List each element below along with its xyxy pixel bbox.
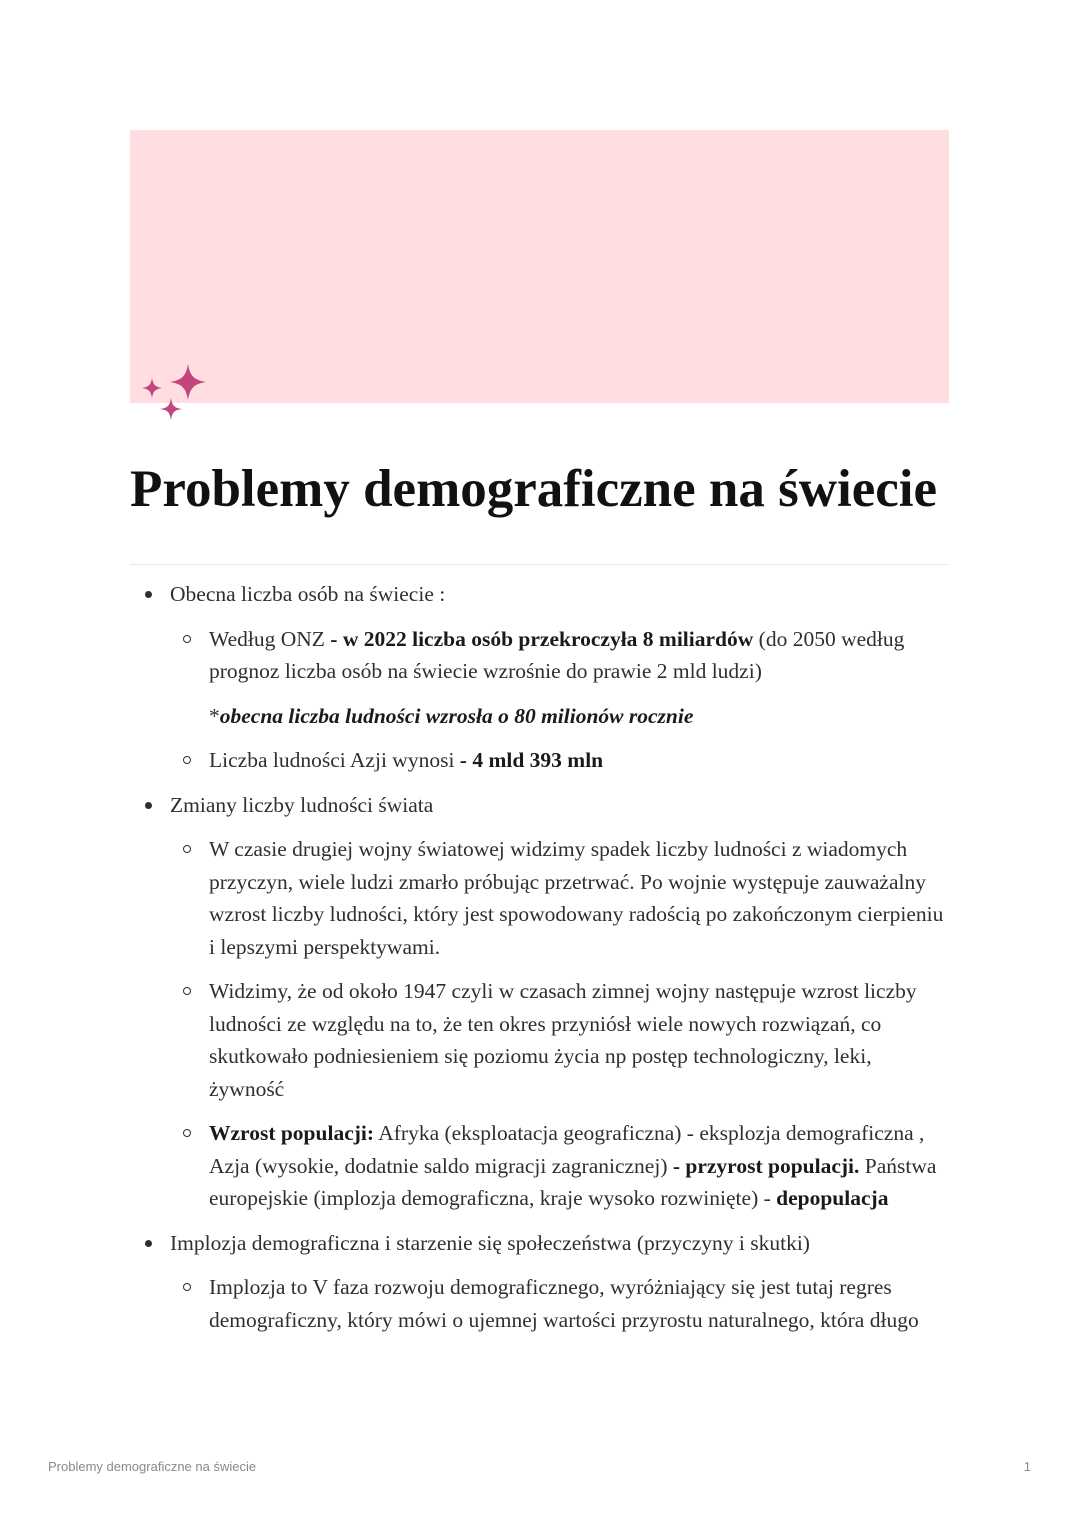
bullet-circle-icon <box>183 1283 191 1291</box>
bold-text: depopulacja <box>776 1186 889 1210</box>
subitem <box>130 623 949 688</box>
subitem <box>130 1271 949 1336</box>
text-run: Państwa europejskie (implozja demograficzna, kraje wysoko rozwinięte) - <box>209 1153 937 1210</box>
section-label: Zmiany liczby ludności świata <box>170 792 434 817</box>
section-item <box>130 1227 949 1260</box>
note-line <box>130 700 949 733</box>
bold-text: - 4 mld 393 mln <box>459 748 604 772</box>
sparkles-icon <box>138 362 210 426</box>
text-run: (do 2050 według prognoz liczba osób na świecie wzrośnie do prawie 2 mld ludzi) <box>209 626 905 683</box>
subitem <box>130 833 949 963</box>
subitem <box>130 975 949 1105</box>
bold-text: obecna liczba ludności wzrosła o 80 milionów rocznie <box>219 703 694 728</box>
bold-text: - w 2022 liczba osób przekroczyła 8 miliardów <box>330 626 754 651</box>
cover-banner <box>130 130 949 403</box>
bullet-disc-icon <box>145 1240 152 1247</box>
document-body <box>130 578 949 1348</box>
section-item <box>130 789 949 822</box>
bold-text: Wzrost populacji: <box>209 1121 375 1145</box>
sparkle-small-bottom <box>160 398 182 420</box>
text-run: W czasie drugiej wojny światowej widzimy spadek liczby ludności z wiadomych przyczyn, wiele ludzi zmarło próbując przetrwać. Po wojnie występuje zauważalny wzrost liczby ludności, który jest spowodowany radością po zakończonym cierpieniu i lepszymi perspektywami. <box>209 837 944 959</box>
section-label: Obecna liczba osób na świecie : <box>170 582 446 606</box>
footer-page-number: 1 <box>1023 1459 1031 1474</box>
subitem <box>130 744 949 777</box>
text-run: Widzimy, że od około 1947 czyli w czasach zimnej wojny następuje wzrost liczby ludności ze względu na to, że ten okres przyniósł wiele nowych rozwiązań, co skutkowało podniesieniem się poziomu życia np postęp technologiczny, leki, żywność <box>209 979 917 1101</box>
text-run: Liczba ludności Azji wynosi <box>209 748 460 772</box>
bullet-circle-icon <box>183 987 191 995</box>
bullet-circle-icon <box>183 635 191 643</box>
footer-doc-title: Problemy demograficzne na świecie <box>48 1459 257 1474</box>
title-divider <box>130 564 949 565</box>
sparkle-small-left <box>142 378 162 398</box>
section-item <box>130 578 949 611</box>
subitem <box>130 1117 949 1215</box>
bullet-circle-icon <box>183 1129 191 1137</box>
bullet-circle-icon <box>183 845 191 853</box>
text-run: * <box>209 703 220 728</box>
sparkle-large <box>170 364 206 400</box>
text-run: Według ONZ <box>209 626 331 651</box>
bold-text: - przyrost populacji. <box>672 1153 860 1178</box>
bullet-disc-icon <box>145 802 152 809</box>
text-run: Afryka (eksploatacja geograficzna) - eksplozja demograficzna , Azja (wysokie, dodatnie saldo migracji zagranicznej) <box>209 1121 925 1178</box>
text-run: Implozja to V faza rozwoju demograficznego, wyróżniający się jest tutaj regres demograficzny, który mówi o ujemnej wartości przyrostu naturalnego, która długo <box>209 1275 919 1332</box>
bullet-disc-icon <box>145 591 152 598</box>
section-label: Implozja demograficzna i starzenie się społeczeństwa (przyczyny i skutki) <box>170 1230 810 1255</box>
bullet-circle-icon <box>183 756 191 764</box>
page-title: Problemy demograficzne na świecie <box>130 460 938 518</box>
